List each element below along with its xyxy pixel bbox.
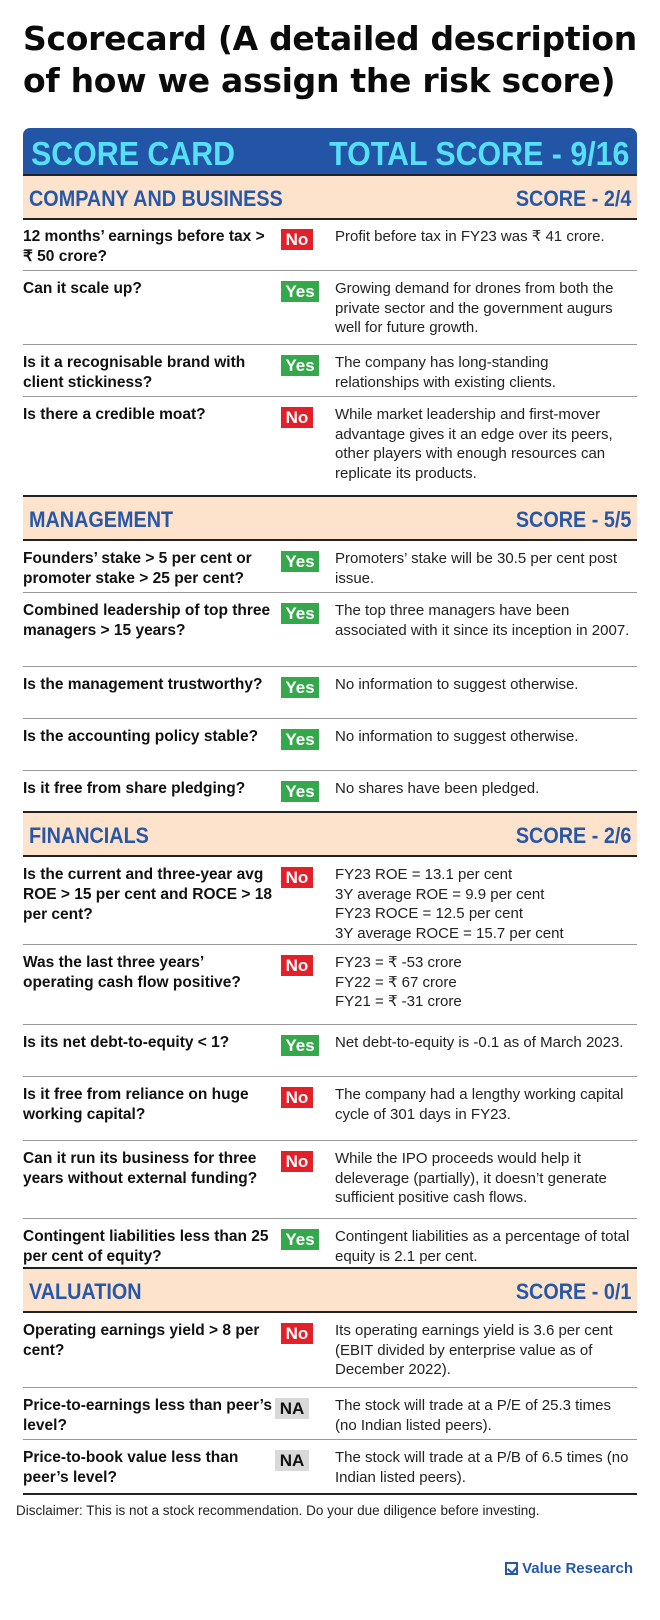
verdict-badge: No <box>281 1323 313 1344</box>
criteria-answer: FY23 = ₹ -53 crore FY22 = ₹ 67 crore FY21 = ₹ -31 crore <box>335 954 462 1010</box>
criteria-question: Operating earnings yield > 8 per cent? <box>23 1322 260 1359</box>
verdict-badge: Yes <box>281 355 319 376</box>
criteria-question: Is it free from share pledging? <box>23 780 246 797</box>
bottom-divider <box>23 1493 637 1495</box>
criteria-answer: While the IPO proceeds would help it deleverage (partially), it doesn’t generate sufficient positive cash flows. <box>335 1150 607 1206</box>
brand-logo <box>505 1560 633 1577</box>
criteria-answer: No information to suggest otherwise. <box>335 728 579 745</box>
criteria-answer: Net debt-to-equity is -0.1 as of March 2023. <box>335 1034 624 1051</box>
criteria-answer: No shares have been pledged. <box>335 780 540 797</box>
section-header <box>23 174 637 220</box>
criteria-question: Combined leadership of top three managers > 15 years? <box>23 602 271 639</box>
verdict-badge: NA <box>275 1450 309 1471</box>
section-score: SCORE - 5/5 <box>515 507 631 532</box>
criteria-answer: While market leadership and first-mover advantage gives it an edge over its peers, other players with enough resources can replicate its products. <box>335 406 613 482</box>
criteria-answer: The company has long-standing relationships with existing clients. <box>335 354 556 391</box>
disclaimer: Disclaimer: This is not a stock recommendation. Do your due diligence before investing. <box>16 1503 540 1518</box>
criteria-row <box>23 541 637 593</box>
verdict-badge: Yes <box>281 677 319 698</box>
section-score: SCORE - 0/1 <box>515 1279 631 1304</box>
criteria-row <box>23 219 637 271</box>
criteria-question: Price-to-earnings less than peer’s level? <box>23 1397 272 1434</box>
score-card-header <box>23 128 637 180</box>
section-header <box>23 1267 637 1313</box>
criteria-row <box>23 945 637 1025</box>
criteria-answer: No information to suggest otherwise. <box>335 676 579 693</box>
criteria-row <box>23 593 637 667</box>
section-title: FINANCIALS <box>29 823 149 848</box>
section-header <box>23 495 637 541</box>
criteria-answer: Its operating earnings yield is 3.6 per cent (EBIT divided by enterprise value as of December 2022). <box>335 1322 613 1378</box>
criteria-row <box>23 1440 637 1492</box>
verdict-badge: No <box>281 1087 313 1108</box>
criteria-question: Is it free from reliance on huge working capital? <box>23 1086 249 1123</box>
criteria-answer: The company had a lengthy working capital cycle of 301 days in FY23. <box>335 1086 624 1123</box>
criteria-question: Price-to-book value less than peer’s level? <box>23 1449 239 1486</box>
verdict-badge: Yes <box>281 781 319 802</box>
criteria-answer: Contingent liabilities as a percentage of total equity is 2.1 per cent. <box>335 1228 630 1265</box>
criteria-row <box>23 345 637 397</box>
verdict-badge: NA <box>275 1398 309 1419</box>
criteria-answer: The stock will trade at a P/E of 25.3 times (no Indian listed peers). <box>335 1397 611 1434</box>
criteria-row <box>23 719 637 771</box>
section-title: VALUATION <box>29 1279 142 1304</box>
section-title: MANAGEMENT <box>29 507 174 532</box>
criteria-question: Is the management trustworthy? <box>23 676 263 693</box>
criteria-answer: The stock will trade at a P/B of 6.5 times (no Indian listed peers). <box>335 1449 629 1486</box>
criteria-answer: Profit before tax in FY23 was ₹ 41 crore. <box>335 228 605 245</box>
verdict-badge: Yes <box>281 1229 319 1250</box>
criteria-question: Contingent liabilities less than 25 per cent of equity? <box>23 1228 269 1265</box>
criteria-answer: Growing demand for drones from both the private sector and the government augurs well for future growth. <box>335 280 614 336</box>
criteria-row <box>23 397 637 495</box>
checkbox-icon <box>505 1562 518 1575</box>
criteria-question: Is there a credible moat? <box>23 406 206 423</box>
criteria-row <box>23 1313 637 1388</box>
score-card-title: SCORE CARD <box>31 135 236 172</box>
verdict-badge: No <box>281 867 313 888</box>
criteria-question: Was the last three years’ operating cash flow positive? <box>23 954 241 991</box>
criteria-row <box>23 1077 637 1141</box>
criteria-row <box>23 857 637 945</box>
verdict-badge: No <box>281 407 313 428</box>
criteria-question: Is its net debt-to-equity < 1? <box>23 1034 230 1051</box>
criteria-question: Is the accounting policy stable? <box>23 728 259 745</box>
verdict-badge: Yes <box>281 281 319 302</box>
verdict-badge: Yes <box>281 729 319 750</box>
criteria-answer: FY23 ROE = 13.1 per cent 3Y average ROE = 9.9 per cent FY23 ROCE = 12.5 per cent 3Y average ROCE = 15.7 per cent <box>335 866 564 942</box>
section-header <box>23 811 637 857</box>
verdict-badge: No <box>281 955 313 976</box>
verdict-badge: Yes <box>281 603 319 624</box>
total-score: TOTAL SCORE - 9/16 <box>328 135 629 172</box>
criteria-question: Founders’ stake > 5 per cent or promoter stake > 25 per cent? <box>23 550 252 587</box>
criteria-row <box>23 271 637 345</box>
criteria-answer: The top three managers have been associated with it since its inception in 2007. <box>335 602 630 639</box>
criteria-row <box>23 1219 637 1267</box>
criteria-row <box>23 771 637 811</box>
criteria-question: Is the current and three-year avg ROE > 15 per cent and ROCE > 18 per cent? <box>23 866 272 923</box>
verdict-badge: Yes <box>281 551 319 572</box>
verdict-badge: No <box>281 1151 313 1172</box>
section-score: SCORE - 2/6 <box>515 823 631 848</box>
criteria-question: Can it run its business for three years without external funding? <box>23 1150 258 1187</box>
criteria-row <box>23 1141 637 1219</box>
section-score: SCORE - 2/4 <box>515 186 631 211</box>
section-title: COMPANY AND BUSINESS <box>29 186 283 211</box>
criteria-question: Can it scale up? <box>23 280 142 297</box>
criteria-row <box>23 667 637 719</box>
brand-name: Value Research <box>522 1560 633 1577</box>
page-title: Scorecard (A detailed description of how we assign the risk score) <box>23 19 637 100</box>
criteria-question: 12 months’ earnings before tax > ₹ 50 crore? <box>23 228 265 265</box>
criteria-question: Is it a recognisable brand with client stickiness? <box>23 354 246 391</box>
verdict-badge: Yes <box>281 1035 319 1056</box>
verdict-badge: No <box>281 229 313 250</box>
criteria-row <box>23 1388 637 1440</box>
criteria-row <box>23 1025 637 1077</box>
criteria-answer: Promoters’ stake will be 30.5 per cent post issue. <box>335 550 618 587</box>
